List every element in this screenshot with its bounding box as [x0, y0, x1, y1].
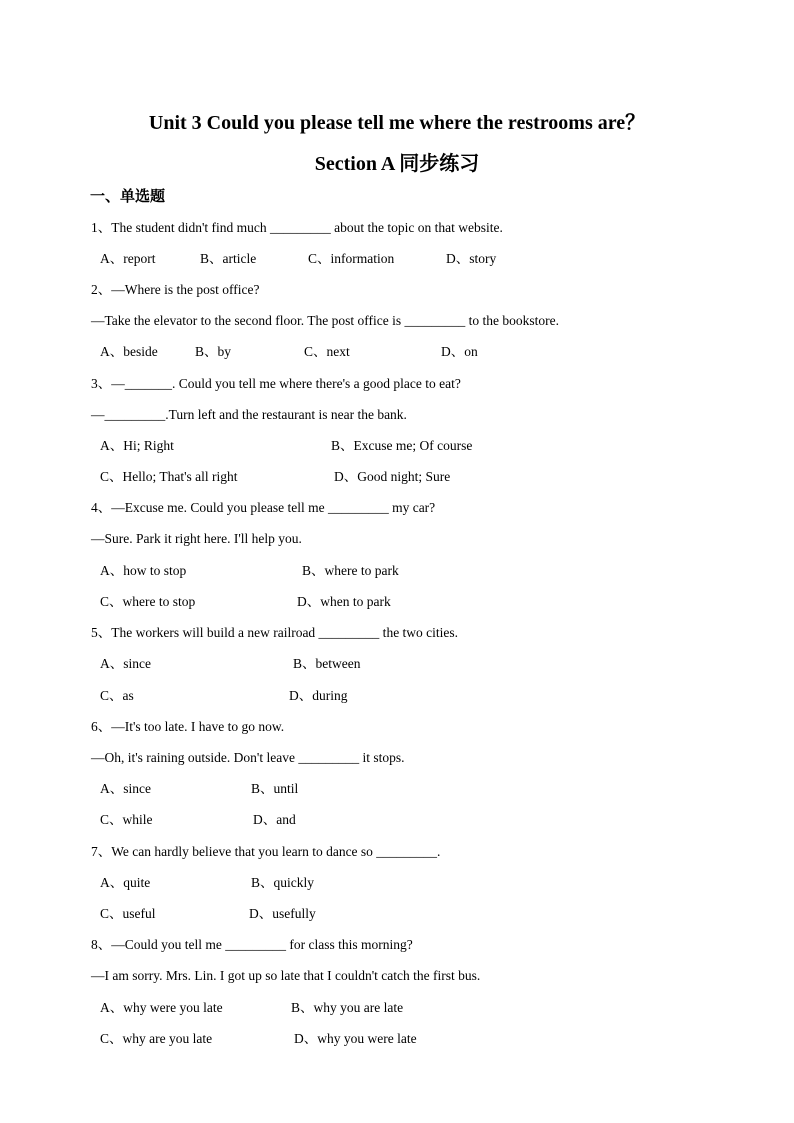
- worksheet-subtitle: Section A 同步练习: [314, 153, 480, 175]
- question-4-option-b: B、where to park: [302, 563, 399, 578]
- question-6-option-c: C、while: [100, 812, 153, 827]
- question-3-option-a: A、Hi; Right: [100, 438, 174, 453]
- worksheet-title: Unit 3 Could you please tell me where the restrooms are？: [148, 112, 646, 134]
- question-1-stem: 1、The student didn't find much _________ about the topic on that website.: [91, 220, 503, 235]
- question-4-reply: —Sure. Park it right here. I'll help you.: [91, 531, 302, 546]
- question-2-reply: —Take the elevator to the second floor. The post office is _________ to the bookstore.: [91, 313, 559, 328]
- question-2-option-d: D、on: [441, 344, 478, 359]
- question-3-option-c: C、Hello; That's all right: [100, 469, 238, 484]
- question-5-stem: 5、The workers will build a new railroad _________ the two cities.: [91, 625, 459, 640]
- question-3-reply: —_________.Turn left and the restaurant is near the bank.: [91, 407, 407, 422]
- question-8-option-a: A、why were you late: [100, 1000, 223, 1015]
- question-7-option-b: B、quickly: [251, 875, 314, 890]
- question-1-option-c: C、information: [308, 251, 395, 266]
- question-4-stem: 4、—Excuse me. Could you please tell me _________ my car?: [91, 500, 436, 515]
- question-6-reply: —Oh, it's raining outside. Don't leave _________ it stops.: [91, 750, 405, 765]
- section-heading: 一、单选题: [90, 187, 166, 205]
- question-6-option-b: B、until: [251, 781, 299, 796]
- question-4-option-a: A、how to stop: [100, 563, 187, 578]
- question-5-option-a: A、since: [100, 656, 151, 671]
- question-6-option-a: A、since: [100, 781, 151, 796]
- question-8-option-d: D、why you were late: [294, 1031, 417, 1046]
- question-4-option-d: D、when to park: [297, 594, 391, 609]
- question-6-option-d: D、and: [253, 812, 296, 827]
- question-5-option-c: C、as: [100, 688, 134, 703]
- question-7-option-c: C、useful: [100, 906, 156, 921]
- question-3-stem: 3、—_______. Could you tell me where there's a good place to eat?: [91, 376, 461, 391]
- question-2-option-c: C、next: [304, 344, 350, 359]
- question-4-option-c: C、where to stop: [100, 594, 196, 609]
- question-1-option-b: B、article: [200, 251, 257, 266]
- question-8-option-b: B、why you are late: [291, 1000, 404, 1015]
- question-3-option-b: B、Excuse me; Of course: [331, 438, 473, 453]
- question-7-option-d: D、usefully: [249, 906, 316, 921]
- question-2-option-a: A、beside: [100, 344, 158, 359]
- question-1-option-d: D、story: [446, 251, 497, 266]
- question-8-stem: 8、—Could you tell me _________ for class this morning?: [91, 937, 413, 952]
- question-1-option-a: A、report: [100, 251, 156, 266]
- question-2-stem: 2、—Where is the post office?: [91, 282, 260, 297]
- question-6-stem: 6、—It's too late. I have to go now.: [91, 719, 285, 734]
- question-8-reply: —I am sorry. Mrs. Lin. I got up so late that I couldn't catch the first bus.: [91, 968, 481, 983]
- question-5-option-b: B、between: [293, 656, 361, 671]
- question-8-option-c: C、why are you late: [100, 1031, 213, 1046]
- question-5-option-d: D、during: [289, 688, 348, 703]
- question-7-option-a: A、quite: [100, 875, 151, 890]
- question-7-stem: 7、We can hardly believe that you learn to dance so _________.: [91, 844, 441, 859]
- question-3-option-d: D、Good night; Sure: [334, 469, 451, 484]
- question-2-option-b: B、by: [195, 344, 232, 359]
